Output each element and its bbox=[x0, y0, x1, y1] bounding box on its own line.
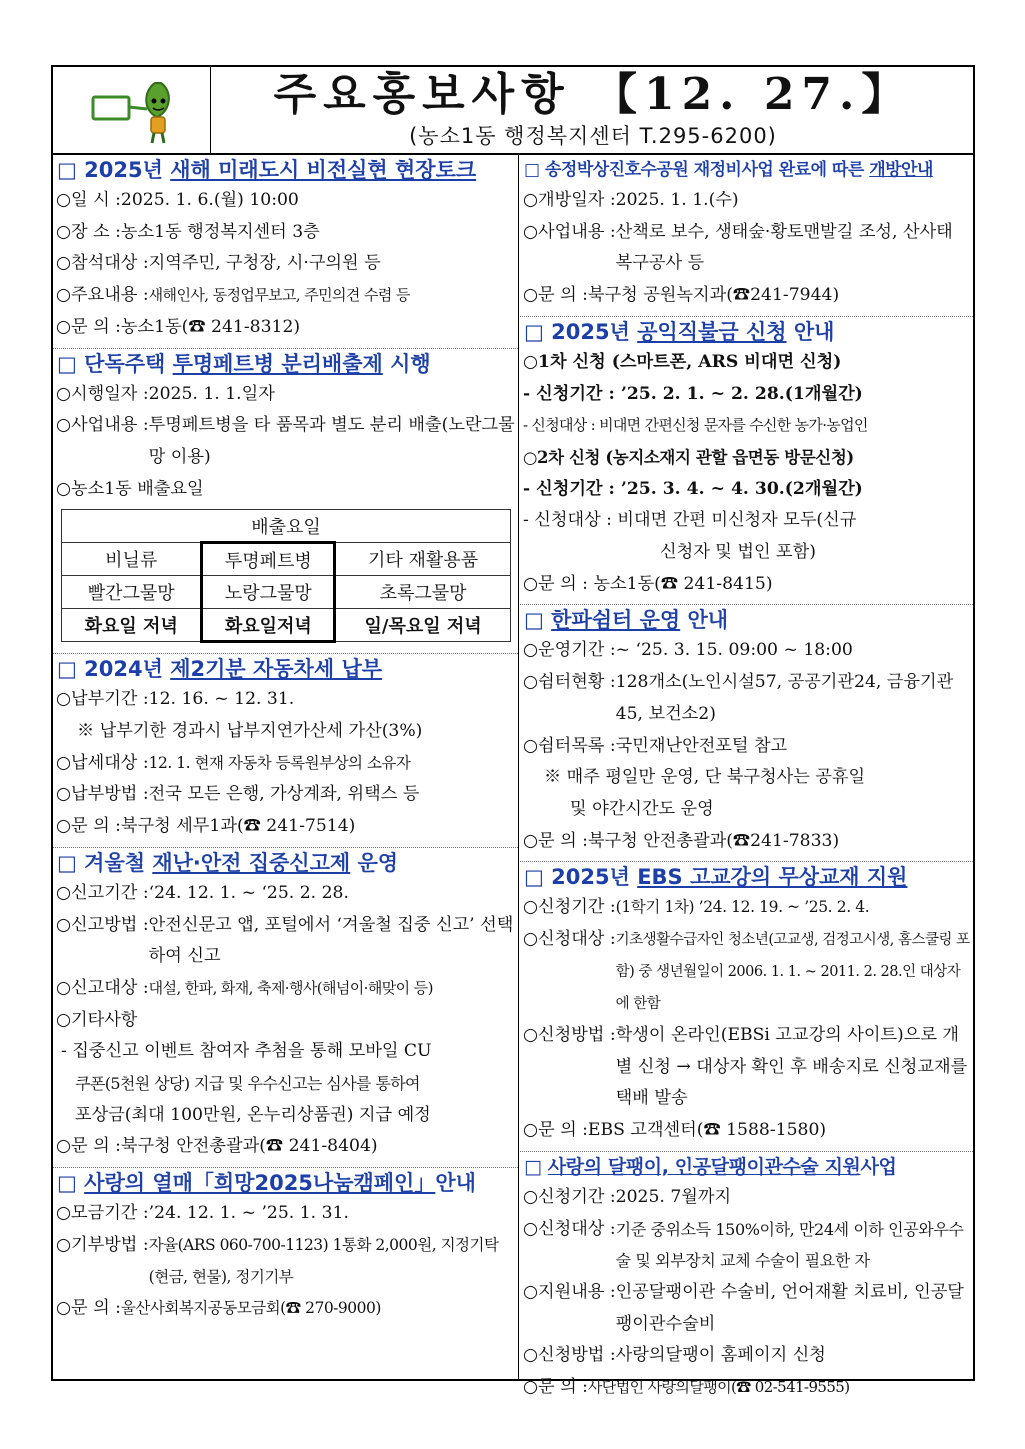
section-title: □ 겨울철 재난·안전 집중신고제 운영 bbox=[57, 850, 399, 875]
section-pet-bottle bbox=[53, 349, 518, 655]
table-header: 배출요일 bbox=[62, 510, 511, 543]
info-row: ○문 의 : 북구청 공원녹지과(☎241-7944) bbox=[523, 285, 840, 306]
detail-line: ○문 의 : 농소1동(☎ 241-8415) bbox=[523, 573, 773, 594]
collection-day-table bbox=[61, 509, 511, 643]
section-winter-safety bbox=[53, 848, 518, 1168]
info-row: ○운영기간 : ~ ‘25. 3. 15. 09:00 ~ 18:00 bbox=[523, 640, 853, 661]
section-future-city-talk bbox=[53, 155, 518, 349]
section-title: □ 사랑의 달팽이, 인공달팽이관수술 지원사업 bbox=[524, 1155, 897, 1178]
remark-line: 및 야간시간도 운영 bbox=[570, 798, 714, 819]
section-title: □ 2024년 제2기분 자동차세 납부 bbox=[57, 657, 383, 682]
logo-cell bbox=[53, 67, 211, 153]
info-row: ○납부기간 : 12. 16. ~ 12. 31. bbox=[56, 689, 295, 710]
info-row: ○문 의 : 농소1동(☎ 241-8312) bbox=[56, 316, 301, 337]
info-row: ○사업내용 : 투명페트병을 타 품목과 별도 분리 배출(노란그물망 이용) bbox=[56, 415, 515, 467]
section-title: □ 송정박상진호수공원 재정비사업 완료에 따른 개방안내 bbox=[524, 160, 933, 180]
info-row: ○신청방법 : 사랑의달팽이 홈페이지 신청 bbox=[523, 1345, 826, 1366]
detail-line: - 신청기간 : ’25. 3. 4. ~ 4. 30.(2개월간) bbox=[523, 478, 863, 499]
table-row bbox=[62, 543, 511, 576]
detail-line: - 신청대상 : 비대면 간편 미신청자 모두(신규 bbox=[523, 510, 857, 531]
detail-line: ○1차 신청 (스마트폰, ARS 비대면 신청) bbox=[523, 351, 842, 372]
info-row: ○신청기간 : (1학기 1차) ’24. 12. 19. ~ ’25. 2. 4. bbox=[523, 897, 870, 918]
detail-line: - 신청대상 : 비대면 간편신청 문자를 수신한 농가·농업인 bbox=[523, 416, 868, 435]
left-column bbox=[53, 155, 519, 1381]
info-row: ○모금기간 : ’24. 12. 1. ~ ’25. 1. 31. bbox=[56, 1203, 349, 1224]
info-row: ○납부방법 : 전국 모든 은행, 가상계좌, 위택스 등 bbox=[56, 784, 420, 805]
info-row: ○신청방법 : 학생이 온라인(EBSi 고교강의 사이트)으로 개별 신청 → 대상자 확인 후 배송지로 신청교재를 택배 발송 bbox=[523, 1025, 968, 1109]
notice-page bbox=[51, 65, 975, 1398]
table-cell: 비닐류 bbox=[62, 543, 202, 576]
section-title: □ 2025년 EBS 고교강의 무상교재 지원 bbox=[524, 865, 908, 890]
section-car-tax bbox=[53, 654, 518, 848]
section-park-opening bbox=[520, 155, 973, 317]
table-row bbox=[62, 609, 511, 642]
info-row: ○지원내용 : 인공달팽이관 수술비, 언어재활 치료비, 인공달팽이관수술비 bbox=[523, 1281, 964, 1334]
detail-line: 신청자 및 법인 포함) bbox=[660, 542, 816, 563]
other-line: - 집중신고 이벤트 참여자 추첨을 통해 모바일 CU bbox=[61, 1041, 432, 1062]
section-title: □ 2025년 공익직불금 신청 안내 bbox=[524, 319, 835, 344]
info-row: ○사업내용 : 산책로 보수, 생태숲·황토맨발길 조성, 산사태 복구공사 등 bbox=[523, 221, 953, 274]
info-row: ○문 의 : 울산사회복지공동모금회(☎ 270-9000) bbox=[56, 1298, 381, 1319]
info-row: ○문 의 : 사단법인 사랑의달팽이(☎ 02-541-9555) bbox=[523, 1377, 850, 1398]
table-row bbox=[62, 576, 511, 609]
info-row: ○시행일자 : 2025. 1. 1.일자 bbox=[56, 383, 275, 404]
other-line: 포상금(최대 100만원, 온누리상품권) 지급 예정 bbox=[75, 1104, 431, 1125]
section-title: □ 한파쉼터 운영 안내 bbox=[524, 608, 729, 633]
other-line: 쿠폰(5천원 상당) 지급 및 우수신고는 심사를 통하여 bbox=[75, 1074, 420, 1094]
section-direct-payment bbox=[520, 317, 973, 606]
table-cell: 화요일 저녁 bbox=[62, 609, 202, 642]
info-row: ○쉼터현황 : 128개소(노인시설57, 공공기관24, 금융기관45, 보건소2) bbox=[523, 672, 954, 724]
info-row: ○문 의 : EBS 고객센터(☎ 1588-1580) bbox=[523, 1120, 827, 1141]
remark-line: ※ 납부기한 경과시 납부지연가산세 가산(3%) bbox=[77, 721, 423, 742]
page-title: 주요홍보사항 【12. 27.】 bbox=[273, 69, 913, 120]
info-row: ○문 의 : 북구청 세무1과(☎ 241-7514) bbox=[56, 816, 356, 837]
table-cell: 화요일저녁 bbox=[202, 609, 335, 642]
table-cell: 노랑그물망 bbox=[202, 576, 335, 609]
leaf-mascot-icon bbox=[85, 77, 205, 147]
info-row: ○신고방법 : 안전신문고 앱, 포털에서 ‘겨울철 집중 신고’ 선택하여 신고 bbox=[56, 914, 514, 967]
table-cell: 빨간그물망 bbox=[62, 576, 202, 609]
section-title: □ 2025년 새해 미래도시 비전실현 현장토크 bbox=[57, 158, 477, 182]
table-cell: 일/목요일 저녁 bbox=[335, 609, 511, 642]
detail-line: ○2차 신청 (농지소재지 관할 읍면동 방문신청) bbox=[523, 447, 854, 467]
info-row: ○기부방법 : 자율(ARS 060-700-1123) 1통화 2,000원, 지정기탁(현금, 현물), 정기기부 bbox=[56, 1234, 499, 1286]
section-title: □ 단독주택 투명페트병 분리배출제 시행 bbox=[57, 351, 431, 376]
info-row: ○참석대상 : 지역주민, 구청장, 시·구의원 등 bbox=[56, 253, 381, 274]
page-header bbox=[53, 67, 973, 155]
info-row: ○일 시 : 2025. 1. 6.(월) 10:00 bbox=[56, 190, 299, 210]
info-row: ○개방일자 : 2025. 1. 1.(수) bbox=[523, 190, 739, 210]
info-row: ○신청대상 : 기초생활수급자인 청소년(고교생, 검정고시생, 홈스쿨링 포함) 중 생년월일이 2006. 1. 1. ~ 2011. 2. 28.인 대상자에 한함 bbox=[523, 929, 970, 1013]
table-cell: 투명페트병 bbox=[202, 543, 335, 576]
section-donation-campaign bbox=[53, 1168, 518, 1329]
right-column bbox=[520, 155, 973, 1398]
table-cell: 초록그물망 bbox=[335, 576, 511, 609]
note-line: ○농소1동 배출요일 bbox=[56, 478, 204, 499]
info-row: ○신고기간 : ‘24. 12. 1. ~ ‘25. 2. 28. bbox=[56, 882, 349, 903]
info-row: ○쉼터목록 : 국민재난안전포털 참고 bbox=[523, 735, 788, 756]
info-row: ○신청기간 : 2025. 7월까지 bbox=[523, 1186, 732, 1207]
section-ebs-textbook bbox=[520, 862, 973, 1152]
info-row: ○신청대상 : 기준 중위소득 150%이하, 만24세 이하 인공와우수술 및 외부장치 교체 수술이 필요한 자 bbox=[523, 1218, 964, 1271]
section-cold-shelter bbox=[520, 605, 973, 862]
section-cochlear-support bbox=[520, 1152, 973, 1408]
page-subtitle: (농소1동 행정복지센터 T.295-6200) bbox=[409, 124, 777, 148]
info-row: ○장 소 : 농소1동 행정복지센터 3층 bbox=[56, 221, 320, 242]
section-title: □ 사랑의 열매「희망2025나눔캠페인」안내 bbox=[57, 1171, 476, 1196]
remark-line: ※ 매주 평일만 운영, 단 북구청사는 공휴일 bbox=[544, 767, 866, 788]
other-label: ○기타사항 bbox=[56, 1009, 138, 1030]
info-row: ○문 의 : 북구청 안전총괄과(☎ 241-8404) bbox=[56, 1136, 378, 1157]
table-cell: 기타 재활용품 bbox=[335, 543, 511, 576]
detail-line: - 신청기간 : ’25. 2. 1. ~ 2. 28.(1개월간) bbox=[523, 383, 863, 404]
info-row: ○신고대상 : 대설, 한파, 화재, 축제·행사(해넘이·해맞이 등) bbox=[56, 977, 433, 998]
info-row: ○납세대상 : 12. 1. 현재 자동차 등록원부상의 소유자 bbox=[56, 752, 411, 773]
info-row: ○문 의 : 북구청 안전총괄과(☎241-7833) bbox=[523, 830, 840, 851]
info-row: ○주요내용 : 새해인사, 동정업무보고, 주민의견 수렴 등 bbox=[56, 285, 410, 306]
